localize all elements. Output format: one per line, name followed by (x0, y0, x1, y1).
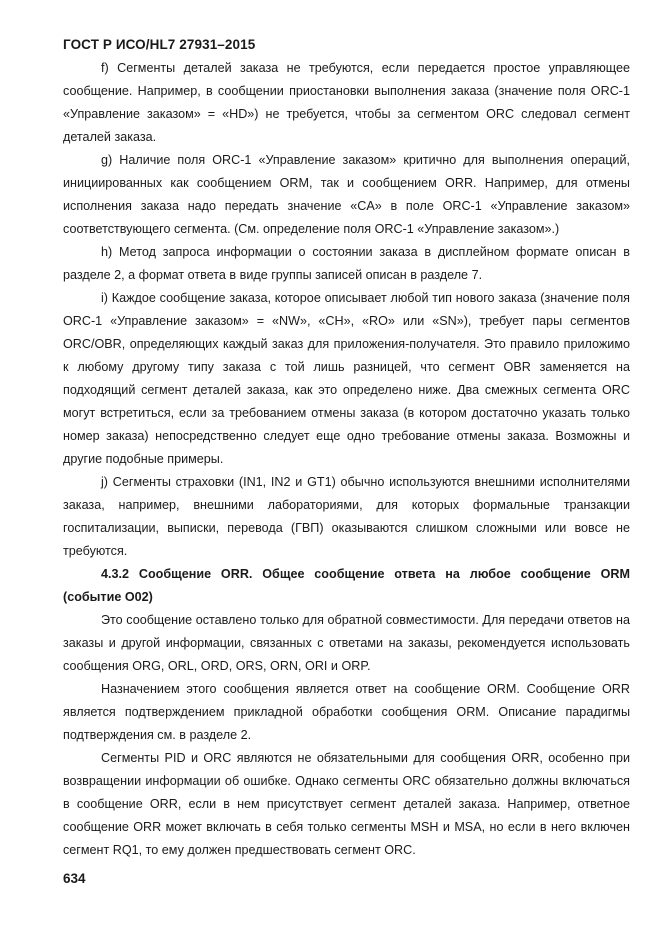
section-paragraph: Сегменты PID и ORC являются не обязательными для сообщения ORR, особенно при возвращении информации об ошибке. Однако сегменты ORC обязательно должны включаться в сообщение ORR, если в нем присутствует сегмент деталей заказа. Например, ответное сообщение ORR может включать в себя только сегменты MSH и MSA, но если в него включен сегмент RQ1, то ему должен предшествовать сегмент ORC. (63, 751, 630, 857)
section-paragraph: Назначением этого сообщения является ответ на сообщение ORM. Сообщение ORR является подтверждением прикладной обработки сообщения ORM. Описание парадигмы подтверждения см. в разделе 2. (63, 682, 630, 742)
paragraph-h: h) Метод запроса информации о состоянии заказа в дисплейном формате описан в разделе 2, а формат ответа в виде группы записей описан в разделе 7. (63, 245, 630, 282)
paragraph-g: g) Наличие поля ORC-1 «Управление заказом» критично для выполнения операций, инициированных как сообщением ORM, так и сообщением ORR. Например, для отмены исполнения заказа надо передать значение «CA» в поле ORC-1 «Управление заказом» соответствующего сегмента. (См. определение поля ORC-1 «Управление заказом».) (63, 153, 630, 236)
document-body (63, 57, 630, 862)
page-number: 634 (63, 871, 86, 886)
document-header: ГОСТ Р ИСО/HL7 27931–2015 (63, 37, 256, 52)
section-paragraph: Это сообщение оставлено только для обратной совместимости. Для передачи ответов на заказы и другой информации, связанных с ответами на заказы, рекомендуется использовать сообщения ORG, ORL, ORD, ORS, ORN, ORI и ORP. (63, 613, 630, 673)
paragraph-j: j) Сегменты страховки (IN1, IN2 и GT1) обычно используются внешними исполнителями заказа, например, внешними лабораториями, для которых формальные транзакции госпитализации, выписки, перевода (ГВП) оказываются слишком сложными или вовсе не требуются. (63, 475, 630, 558)
section-heading: 4.3.2 Сообщение ORR. Общее сообщение ответа на любое сообщение ORM (событие O02) (63, 567, 630, 604)
paragraph-i: i) Каждое сообщение заказа, которое описывает любой тип нового заказа (значение поля ORC-1 «Управление заказом» = «NW», «CH», «RO» или «SN»), требует пары сегментов ORC/OBR, определяющих каждый заказ для приложения-получателя. Это правило приложимо к любому другому типу заказа с той лишь разницей, что сегмент OBR заменяется на подходящий сегмент деталей заказа, как это определено ниже. Два смежных сегмента ORC могут встретиться, если за требованием отмены заказа (в котором достаточно указать только номер заказа) непосредственно следует еще одно требование отмены заказа. Возможны и другие подобные примеры. (63, 291, 630, 466)
paragraph-f: f) Сегменты деталей заказа не требуются, если передается простое управляющее сообщение. Например, в сообщении приостановки выполнения заказа (значение поля ORC-1 «Управление заказом» = «HD») не требуется, чтобы за сегментом ORC следовал сегмент деталей заказа. (63, 61, 630, 144)
